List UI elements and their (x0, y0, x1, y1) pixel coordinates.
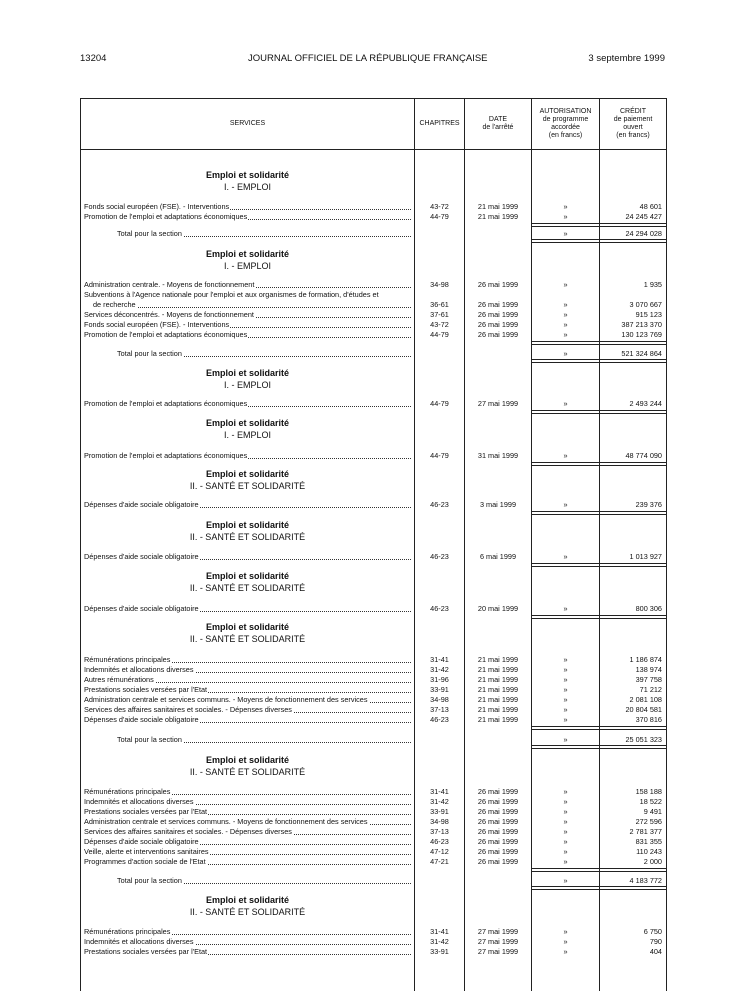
date-cell: 26 mai 1999 (477, 807, 519, 816)
table-row (81, 655, 666, 665)
autorisation-cell: » (563, 807, 568, 816)
autorisation-cell: » (563, 847, 568, 856)
service-label: Indemnités et allocations diverses (84, 665, 194, 674)
table-row (81, 399, 666, 409)
credit-cell: 790 (649, 937, 662, 946)
date-cell: 21 mai 1999 (477, 212, 519, 221)
double-rule (532, 341, 666, 345)
date-cell: 26 mai 1999 (477, 847, 519, 856)
table-row (81, 665, 666, 675)
date-cell: 26 mai 1999 (477, 817, 519, 826)
service-label: Indemnités et allocations diverses (84, 797, 194, 806)
credit-cell: 138 974 (635, 665, 662, 674)
credit-cell: 48 601 (639, 202, 662, 211)
section-subtitle: I. - EMPLOI (223, 261, 271, 271)
table-row (81, 675, 666, 685)
total-row (81, 229, 666, 239)
chapitre-cell: 44-79 (430, 212, 449, 221)
service-cell (84, 320, 414, 330)
chapitre-cell: 46-23 (430, 715, 449, 724)
date-cell: 6 mai 1999 (479, 552, 517, 561)
service-cell (84, 695, 414, 705)
service-cell (84, 330, 414, 340)
service-label: Rémunérations principales (84, 655, 171, 664)
credit-cell: 4 183 772 (629, 876, 662, 885)
autorisation-cell: » (563, 685, 568, 694)
service-label: Services déconcentrés. - Moyens de fonctionnement (84, 310, 254, 319)
service-cell (84, 552, 414, 562)
autorisation-cell: » (563, 675, 568, 684)
date-cell: 26 mai 1999 (477, 837, 519, 846)
autorisation-cell: » (563, 937, 568, 946)
section-subtitle: II. - SANTÉ ET SOLIDARITÉ (189, 481, 306, 491)
credit-cell: 1 186 874 (629, 655, 662, 664)
date-cell: 26 mai 1999 (477, 797, 519, 806)
table-row (81, 827, 666, 837)
section-subtitle: I. - EMPLOI (223, 380, 271, 390)
autorisation-cell: » (563, 451, 568, 460)
chapitre-cell: 43-72 (430, 320, 449, 329)
total-row (81, 735, 666, 745)
date-cell: 21 mai 1999 (477, 665, 519, 674)
date-cell: 27 mai 1999 (477, 399, 519, 408)
date-cell: 31 mai 1999 (477, 451, 519, 460)
ministry-title: Emploi et solidarité (205, 368, 290, 378)
service-label: Autres rémunérations (84, 675, 154, 684)
service-cell (84, 715, 414, 725)
chapitre-cell: 46-23 (430, 552, 449, 561)
chapitre-cell: 31-42 (430, 665, 449, 674)
chapitre-cell: 31-41 (430, 655, 449, 664)
table-row (81, 300, 666, 310)
double-rule (532, 239, 666, 243)
autorisation-cell: » (563, 229, 568, 238)
date-cell: 21 mai 1999 (477, 685, 519, 694)
service-cell (84, 787, 414, 797)
autorisation-cell: » (563, 927, 568, 936)
credit-cell: 1 013 927 (629, 552, 662, 561)
credit-cell: 239 376 (635, 500, 662, 509)
autorisation-cell: » (563, 320, 568, 329)
service-cell (84, 280, 414, 290)
service-label: Rémunérations principales (84, 927, 171, 936)
total-row (81, 349, 666, 359)
col-header-date: DATE de l'arrêté (482, 116, 514, 131)
double-rule (532, 886, 666, 890)
section-heading (81, 468, 414, 492)
service-label: Prestations sociales versées par l'Etat (84, 947, 208, 956)
credit-cell: 800 306 (635, 604, 662, 613)
table-row (81, 604, 666, 614)
credit-cell: 2 493 244 (629, 399, 662, 408)
autorisation-cell: » (563, 797, 568, 806)
service-cell (84, 451, 414, 461)
ministry-title: Emploi et solidarité (205, 520, 290, 530)
autorisation-cell: » (563, 837, 568, 846)
date-cell: 26 mai 1999 (477, 330, 519, 339)
date-cell: 26 mai 1999 (477, 857, 519, 866)
date-cell: 27 mai 1999 (477, 927, 519, 936)
section-subtitle: I. - EMPLOI (223, 182, 271, 192)
autorisation-cell: » (563, 947, 568, 956)
chapitre-cell: 33-91 (430, 947, 449, 956)
table-row (81, 937, 666, 947)
credit-cell: 3 070 667 (629, 300, 662, 309)
date-cell: 21 mai 1999 (477, 202, 519, 211)
table-row (81, 685, 666, 695)
autorisation-cell: » (563, 876, 568, 885)
chapitre-cell: 31-41 (430, 927, 449, 936)
credit-cell: 24 294 028 (625, 229, 662, 238)
ministry-title: Emploi et solidarité (205, 469, 290, 479)
credit-cell: 110 243 (636, 847, 662, 856)
table-row (81, 927, 666, 937)
table-row (81, 807, 666, 817)
double-rule (532, 726, 666, 730)
chapitre-cell: 31-41 (430, 787, 449, 796)
service-label: de recherche (93, 300, 136, 309)
service-cell (84, 310, 414, 320)
service-cell (84, 665, 414, 675)
service-cell (84, 604, 414, 614)
credit-cell: 48 774 090 (625, 451, 662, 460)
table-row (81, 451, 666, 461)
service-cell (84, 685, 414, 695)
service-label: Prestations sociales versées par l'Etat (84, 685, 208, 694)
journal-title: JOURNAL OFFICIEL DE LA RÉPUBLIQUE FRANÇAISE (248, 53, 488, 64)
chapitre-cell: 37-13 (430, 827, 449, 836)
service-label: Total pour la section (117, 349, 182, 358)
date-cell: 27 mai 1999 (477, 947, 519, 956)
col-header-autorisation: AUTORISATION de programme accordée (en francs) (539, 108, 592, 139)
autorisation-cell: » (563, 349, 568, 358)
double-rule (532, 511, 666, 515)
chapitre-cell: 43-72 (430, 202, 449, 211)
chapitre-cell: 34-98 (430, 280, 449, 289)
credit-cell: 71 212 (639, 685, 662, 694)
service-label: Promotion de l'emploi et adaptations économiques (84, 330, 248, 339)
credit-cell: 158 188 (635, 787, 662, 796)
service-cell (84, 807, 414, 817)
credit-cell: 387 213 370 (621, 320, 662, 329)
date-cell: 21 mai 1999 (477, 655, 519, 664)
table-row (81, 817, 666, 827)
date-cell: 3 mai 1999 (479, 500, 517, 509)
autorisation-cell: » (563, 695, 568, 704)
service-label: Administration centrale. - Moyens de fonctionnement (84, 280, 255, 289)
table-row (81, 290, 666, 300)
service-cell (84, 857, 414, 867)
chapitre-cell: 46-23 (430, 500, 449, 509)
service-label: Total pour la section (117, 229, 182, 238)
table-row (81, 695, 666, 705)
service-cell (117, 876, 414, 886)
service-cell (84, 202, 414, 212)
autorisation-cell: » (563, 202, 568, 211)
table-row (81, 552, 666, 562)
service-cell (84, 399, 414, 409)
total-row (81, 876, 666, 886)
credit-cell: 521 324 864 (621, 349, 662, 358)
date-cell: 21 mai 1999 (477, 675, 519, 684)
section-subtitle: II. - SANTÉ ET SOLIDARITÉ (189, 532, 306, 542)
table-row (81, 837, 666, 847)
table-row (81, 310, 666, 320)
credit-cell: 130 123 769 (621, 330, 662, 339)
autorisation-cell: » (563, 665, 568, 674)
chapitre-cell: 37-13 (430, 705, 449, 714)
service-cell (84, 500, 414, 510)
date-cell: 26 mai 1999 (477, 300, 519, 309)
page-number: 13204 (80, 53, 107, 64)
credit-cell: 18 522 (639, 797, 662, 806)
table-row (81, 715, 666, 725)
double-rule (532, 745, 666, 749)
service-label: Dépenses d'aide sociale obligatoire (84, 837, 199, 846)
credit-cell: 2 000 (643, 857, 662, 866)
service-cell (117, 735, 414, 745)
table-row (81, 330, 666, 340)
ministry-title: Emploi et solidarité (205, 249, 290, 259)
section-heading (81, 248, 414, 272)
double-rule (532, 359, 666, 363)
section-subtitle: II. - SANTÉ ET SOLIDARITÉ (189, 634, 306, 644)
service-label: Total pour la section (117, 735, 182, 744)
section-heading (81, 754, 414, 778)
service-cell (84, 837, 414, 847)
credit-cell: 915 123 (635, 310, 662, 319)
service-cell (84, 675, 414, 685)
service-cell (84, 927, 414, 937)
service-label: Total pour la section (117, 876, 182, 885)
service-label: Dépenses d'aide sociale obligatoire (84, 715, 199, 724)
chapitre-cell: 47-21 (430, 857, 449, 866)
col-header-services: SERVICES (229, 120, 266, 127)
section-subtitle: II. - SANTÉ ET SOLIDARITÉ (189, 583, 306, 593)
ministry-title: Emploi et solidarité (205, 622, 290, 632)
credit-cell: 24 245 427 (625, 212, 662, 221)
ministry-title: Emploi et solidarité (205, 170, 290, 180)
chapitre-cell: 31-42 (430, 937, 449, 946)
autorisation-cell: » (563, 330, 568, 339)
table-row (81, 500, 666, 510)
ministry-title: Emploi et solidarité (205, 418, 290, 428)
date-cell: 21 mai 1999 (477, 705, 519, 714)
service-label: Rémunérations principales (84, 787, 171, 796)
credit-cell: 272 596 (635, 817, 662, 826)
chapitre-cell: 33-91 (430, 685, 449, 694)
service-cell (84, 847, 414, 857)
autorisation-cell: » (563, 280, 568, 289)
date-cell: 26 mai 1999 (477, 827, 519, 836)
chapitre-cell: 44-79 (430, 330, 449, 339)
date-cell: 21 mai 1999 (477, 715, 519, 724)
service-label: Veille, alerte et interventions sanitaires (84, 847, 209, 856)
credit-cell: 20 804 581 (625, 705, 662, 714)
service-label: Programmes d'action sociale de l'Etat (84, 857, 206, 866)
table-row (81, 787, 666, 797)
date-cell: 26 mai 1999 (477, 280, 519, 289)
chapitre-cell: 44-79 (430, 451, 449, 460)
chapitre-cell: 46-23 (430, 604, 449, 613)
service-cell (117, 349, 414, 359)
table-row (81, 857, 666, 867)
autorisation-cell: » (563, 300, 568, 309)
section-subtitle: II. - SANTÉ ET SOLIDARITÉ (189, 907, 306, 917)
service-label: Services des affaires sanitaires et sociales. - Dépenses diverses (84, 827, 292, 836)
chapitre-cell: 47-12 (430, 847, 449, 856)
chapitre-cell: 31-42 (430, 797, 449, 806)
service-cell (84, 947, 414, 957)
credit-cell: 2 081 108 (629, 695, 662, 704)
date-cell: 27 mai 1999 (477, 937, 519, 946)
chapitre-cell: 34-98 (430, 817, 449, 826)
date-cell: 26 mai 1999 (477, 787, 519, 796)
service-cell (84, 827, 414, 837)
service-label: Fonds social européen (FSE). - Interventions (84, 320, 230, 329)
chapitre-cell: 36-61 (430, 300, 449, 309)
ministry-title: Emploi et solidarité (205, 755, 290, 765)
section-heading (81, 894, 414, 918)
chapitre-cell: 34-98 (430, 695, 449, 704)
ministry-title: Emploi et solidarité (205, 571, 290, 581)
autorisation-cell: » (563, 212, 568, 221)
section-subtitle: II. - SANTÉ ET SOLIDARITÉ (189, 767, 306, 777)
credit-cell: 404 (649, 947, 662, 956)
service-label: Fonds social européen (FSE). - Interventions (84, 202, 230, 211)
date-cell: 26 mai 1999 (477, 310, 519, 319)
section-heading (81, 570, 414, 594)
autorisation-cell: » (563, 827, 568, 836)
date-cell: 20 mai 1999 (477, 604, 519, 613)
service-label: Administration centrale et services communs. - Moyens de fonctionnement des services (84, 695, 368, 704)
service-label: Dépenses d'aide sociale obligatoire (84, 500, 199, 509)
chapitre-cell: 33-91 (430, 807, 449, 816)
autorisation-cell: » (563, 857, 568, 866)
table-row (81, 947, 666, 957)
service-label: Indemnités et allocations diverses (84, 937, 194, 946)
issue-date: 3 septembre 1999 (588, 53, 665, 64)
credit-cell: 397 758 (635, 675, 662, 684)
autorisation-cell: » (563, 705, 568, 714)
autorisation-cell: » (563, 655, 568, 664)
service-label: Promotion de l'emploi et adaptations économiques (84, 212, 248, 221)
credit-cell: 2 781 377 (629, 827, 662, 836)
col-header-chapitres: CHAPITRES (419, 120, 460, 127)
service-label: Services des affaires sanitaires et sociales. - Dépenses diverses (84, 705, 292, 714)
autorisation-cell: » (563, 604, 568, 613)
service-label: Dépenses d'aide sociale obligatoire (84, 604, 199, 613)
service-cell (84, 797, 414, 807)
col-header-credit: CRÉDIT de paiement ouvert (en francs) (613, 108, 653, 139)
header-rule (81, 149, 666, 150)
credit-cell: 25 051 323 (625, 735, 662, 744)
double-rule (532, 223, 666, 227)
service-label: Subventions à l'Agence nationale pour l'emploi et aux organismes de formation, d'études et (84, 290, 379, 299)
chapitre-cell: 46-23 (430, 837, 449, 846)
service-cell (84, 937, 414, 947)
double-rule (532, 615, 666, 619)
section-heading (81, 417, 414, 441)
chapitre-cell: 44-79 (430, 399, 449, 408)
service-cell (84, 705, 414, 715)
credit-cell: 1 935 (643, 280, 662, 289)
section-heading (81, 519, 414, 543)
service-label: Administration centrale et services communs. - Moyens de fonctionnement des services (84, 817, 368, 826)
credit-cell: 6 750 (643, 927, 662, 936)
section-heading (81, 169, 414, 193)
chapitre-cell: 37-61 (430, 310, 449, 319)
credit-cell: 9 491 (643, 807, 662, 816)
autorisation-cell: » (563, 787, 568, 796)
table-row (81, 705, 666, 715)
autorisation-cell: » (563, 310, 568, 319)
autorisation-cell: » (563, 552, 568, 561)
credit-cell: 370 816 (635, 715, 662, 724)
autorisation-cell: » (563, 715, 568, 724)
date-cell: 26 mai 1999 (477, 320, 519, 329)
service-cell (84, 212, 414, 222)
autorisation-cell: » (563, 500, 568, 509)
table-row (81, 797, 666, 807)
double-rule (532, 563, 666, 567)
leader-dots (93, 307, 411, 308)
service-cell (84, 817, 414, 827)
double-rule (532, 410, 666, 414)
service-label: Dépenses d'aide sociale obligatoire (84, 552, 199, 561)
double-rule (532, 462, 666, 466)
table-row (81, 202, 666, 212)
autorisation-cell: » (563, 735, 568, 744)
autorisation-cell: » (563, 817, 568, 826)
credits-table (80, 98, 667, 991)
table-row (81, 847, 666, 857)
service-cell (84, 290, 414, 300)
service-cell (117, 229, 414, 239)
service-label: Promotion de l'emploi et adaptations économiques (84, 399, 248, 408)
table-row (81, 320, 666, 330)
service-label: Promotion de l'emploi et adaptations économiques (84, 451, 248, 460)
service-label: Prestations sociales versées par l'Etat (84, 807, 208, 816)
table-row (81, 280, 666, 290)
date-cell: 21 mai 1999 (477, 695, 519, 704)
autorisation-cell: » (563, 399, 568, 408)
service-cell (93, 300, 414, 310)
service-cell (84, 655, 414, 665)
chapitre-cell: 31-96 (430, 675, 449, 684)
double-rule (532, 868, 666, 872)
section-subtitle: I. - EMPLOI (223, 430, 271, 440)
section-heading (81, 621, 414, 645)
ministry-title: Emploi et solidarité (205, 895, 290, 905)
credit-cell: 831 355 (635, 837, 662, 846)
table-row (81, 212, 666, 222)
section-heading (81, 367, 414, 391)
